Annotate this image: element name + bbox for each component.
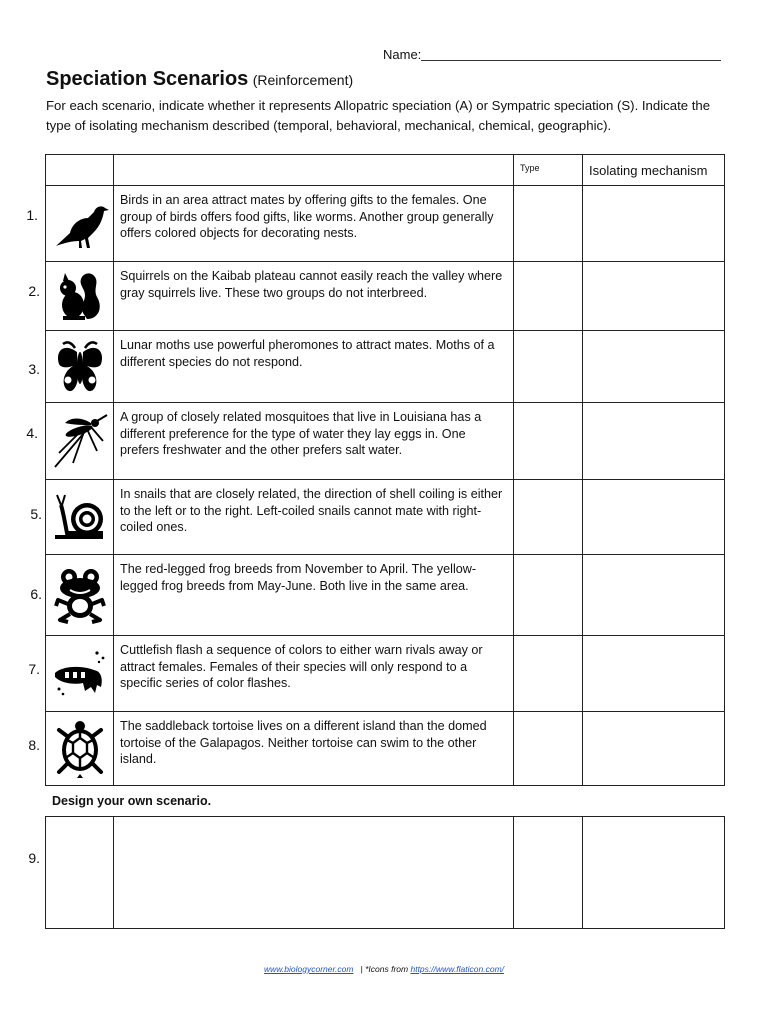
bird-icon	[46, 186, 114, 262]
design-scenario-table	[45, 816, 725, 929]
table-row	[46, 636, 725, 712]
scenario-text: Lunar moths use powerful pheromones to attract mates. Moths of a different species do not respond.	[114, 331, 514, 403]
type-answer-cell[interactable]	[514, 480, 583, 555]
squirrel-icon	[46, 262, 114, 331]
header-scenario-cell	[114, 155, 514, 186]
type-answer-cell[interactable]	[514, 555, 583, 636]
mechanism-answer-cell[interactable]	[583, 262, 725, 331]
row-number: 3.	[28, 361, 40, 377]
header-icon-cell	[46, 155, 114, 186]
row-number: 6.	[30, 586, 42, 602]
row-number: 4.	[26, 425, 38, 441]
mechanism-answer-cell[interactable]	[583, 636, 725, 712]
design-type-cell[interactable]	[514, 817, 583, 929]
row-number: 7.	[28, 661, 40, 677]
type-answer-cell[interactable]	[514, 636, 583, 712]
scenario-text: In snails that are closely related, the direction of shell coiling is either to the left or to the right. Left-coiled snails cannot mate with right-coiled ones.	[114, 480, 514, 555]
title-subtitle: (Reinforcement)	[252, 72, 354, 88]
scenario-text: The red-legged frog breeds from November to April. The yellow-legged frog breeds from May-June. Both live in the same area.	[114, 555, 514, 636]
design-scenario-cell[interactable]	[114, 817, 514, 929]
scenario-text: A group of closely related mosquitoes that live in Louisiana has a different preference for the type of water they lay eggs in. One prefers freshwater and the other prefers salt water.	[114, 403, 514, 480]
design-icon-cell[interactable]	[46, 817, 114, 929]
instructions: For each scenario, indicate whether it represents Allopatric speciation (A) or Sympatric speciation (S). Indicate the type of isolating mechanism described (temporal, behavioral, mechanical, chemical, geographic).	[46, 98, 711, 133]
scenario-text: Cuttlefish flash a sequence of colors to either warn rivals away or attract females. Females of their species will only respond to a specific series of color flashes.	[114, 636, 514, 712]
name-field[interactable]	[383, 46, 721, 62]
table-row	[46, 712, 725, 786]
snail-icon	[46, 480, 114, 555]
mechanism-answer-cell[interactable]	[583, 186, 725, 262]
flaticon-link[interactable]: https://www.flaticon.com/	[410, 964, 505, 974]
moth-icon	[46, 331, 114, 403]
scenario-text: The saddleback tortoise lives on a different island than the domed tortoise of the Galapagos. Neither tortoise can swim to the other island.	[114, 712, 514, 786]
mechanism-answer-cell[interactable]	[583, 555, 725, 636]
page-title	[46, 68, 353, 91]
type-answer-cell[interactable]	[514, 403, 583, 480]
row-number: 9.	[28, 850, 40, 866]
row-number: 2.	[28, 283, 40, 299]
icons-credit-label: *Icons from	[365, 964, 409, 974]
column-header-type: Type	[514, 155, 583, 186]
table-row	[46, 403, 725, 480]
design-scenario-label: Design your own scenario.	[52, 794, 212, 808]
type-answer-cell[interactable]	[514, 331, 583, 403]
footer-separator: |	[360, 964, 363, 974]
row-number: 5.	[30, 506, 42, 522]
design-mechanism-cell[interactable]	[583, 817, 725, 929]
name-blank-line[interactable]	[421, 46, 721, 61]
title-main: Speciation Scenarios	[46, 68, 249, 90]
type-answer-cell[interactable]	[514, 262, 583, 331]
table-row	[46, 186, 725, 262]
mosquito-icon	[46, 403, 114, 480]
table-header-row	[46, 155, 725, 186]
scenario-text: Squirrels on the Kaibab plateau cannot easily reach the valley where gray squirrels live. These two groups do not interbreed.	[114, 262, 514, 331]
name-label: Name:	[383, 47, 422, 62]
footer	[0, 964, 768, 974]
type-answer-cell[interactable]	[514, 186, 583, 262]
mechanism-answer-cell[interactable]	[583, 331, 725, 403]
column-header-mechanism: Isolating mechanism	[583, 155, 725, 186]
tortoise-icon	[46, 712, 114, 786]
row-number: 8.	[28, 737, 40, 753]
table-row	[46, 262, 725, 331]
mechanism-answer-cell[interactable]	[583, 480, 725, 555]
type-answer-cell[interactable]	[514, 712, 583, 786]
table-row	[46, 555, 725, 636]
scenario-text: Birds in an area attract mates by offering gifts to the females. One group of birds offers food gifts, like worms. Another group generally offers colored objects for decorating nests.	[114, 186, 514, 262]
table-row	[46, 331, 725, 403]
cuttlefish-icon	[46, 636, 114, 712]
mechanism-answer-cell[interactable]	[583, 712, 725, 786]
mechanism-answer-cell[interactable]	[583, 403, 725, 480]
scenario-table	[45, 154, 725, 786]
table-row	[46, 817, 725, 929]
biologycorner-link[interactable]: www.biologycorner.com	[263, 964, 354, 974]
frog-icon	[46, 555, 114, 636]
table-row	[46, 480, 725, 555]
row-number: 1.	[26, 207, 38, 223]
